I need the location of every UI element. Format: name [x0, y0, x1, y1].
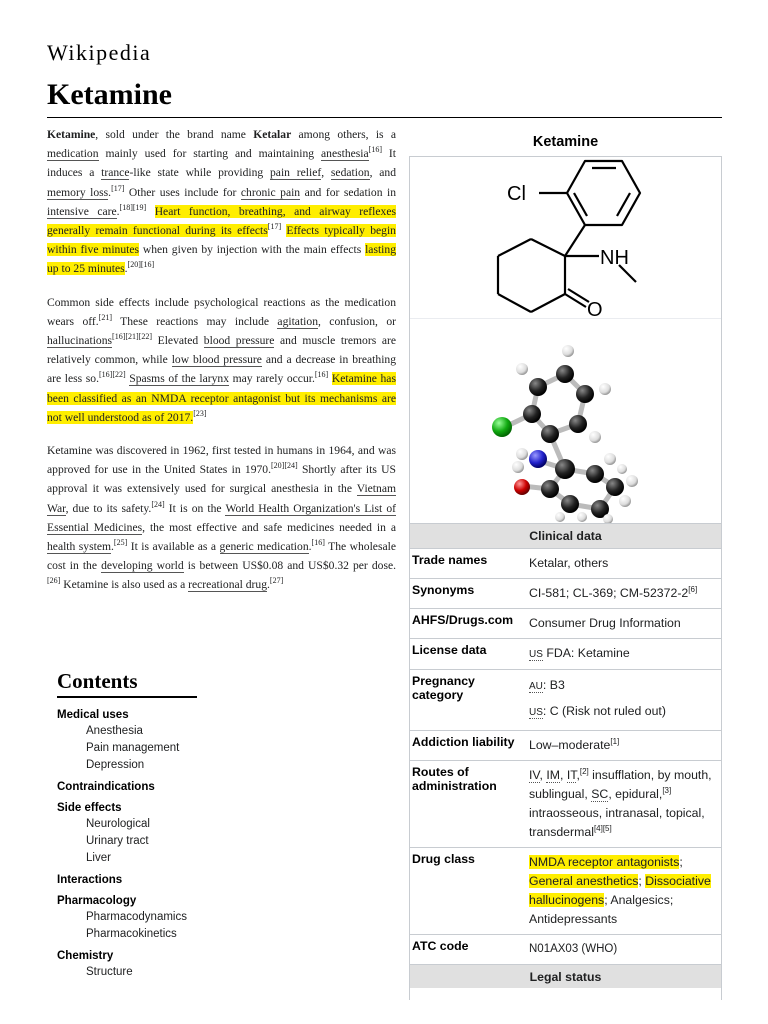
infobox-title: Ketamine [532, 134, 599, 150]
text: , [560, 768, 567, 782]
country-abbr[interactable]: AU [529, 681, 543, 692]
text: It induces a [47, 147, 397, 180]
pregnancy-au [529, 673, 715, 699]
infobox-row-license [410, 638, 721, 669]
oxygen-label: O [587, 299, 603, 318]
row-label: Drug class [412, 852, 475, 866]
text: ; [604, 893, 608, 907]
infobox-row-trade-names [410, 548, 721, 578]
link-low-blood-pressure[interactable]: low blood pressure [171, 353, 262, 367]
citation[interactable]: [16] [368, 145, 382, 155]
toc-subsection[interactable]: Depression [86, 758, 145, 771]
row-value: Ketalar, others [529, 556, 609, 570]
infobox-row-pregnancy [410, 669, 721, 730]
text: Other uses include for [124, 185, 241, 199]
toc-subsection[interactable]: Liver [86, 851, 111, 864]
text: , [321, 166, 331, 180]
drug-class-link[interactable]: Dissociative hallucinogens [529, 874, 711, 907]
citation[interactable]: [20][16] [127, 260, 155, 270]
infobox-row-drug-class [410, 847, 721, 934]
text: when given by injection with the main effects [139, 243, 366, 257]
text: , due to its safety. [65, 501, 152, 515]
highlighted-text: Heart function, breathing, and airway reflexes generally remain functional during its effects [47, 204, 396, 238]
row-label: License data [412, 643, 487, 657]
article-body [47, 125, 396, 609]
toc-section[interactable]: Medical uses [57, 708, 129, 721]
wikipedia-logo[interactable]: Wikipedia [47, 40, 152, 65]
citation[interactable]: [2] [579, 766, 589, 776]
text: It is on the [164, 501, 226, 515]
citation[interactable]: [21] [98, 312, 112, 322]
citation[interactable]: [16] [314, 370, 329, 380]
atc-link[interactable]: N01AX03 (WHO) [529, 943, 618, 955]
link-agitation[interactable]: agitation [277, 314, 318, 328]
citation[interactable]: [16][21][22] [112, 332, 153, 342]
citation[interactable]: [26] [47, 576, 61, 586]
citation[interactable]: [18][19] [119, 202, 147, 212]
link-laryngospasm[interactable]: Spasms of the larynx [129, 372, 230, 386]
text: and muscle tremors are relatively common, while [47, 334, 396, 367]
row-label: Addiction liability [412, 735, 515, 749]
route-abbr[interactable]: IT [566, 768, 577, 782]
toc-section[interactable]: Chemistry [57, 949, 114, 962]
toc-section[interactable]: Contraindications [57, 780, 155, 793]
highlighted-text: lasting up to 25 minutes [47, 243, 396, 276]
link-developing-world[interactable]: developing world [101, 559, 184, 573]
citation[interactable]: [23] [193, 408, 207, 418]
link-generic-medication[interactable]: generic medication [219, 540, 309, 554]
toc-subsection[interactable]: Urinary tract [86, 834, 149, 847]
text: , and [369, 166, 396, 180]
link-who-essential-medicines[interactable]: World Health Organization's List of Essential Medicines [47, 501, 396, 534]
drug-infobox [409, 124, 722, 1000]
toc-section[interactable]: Pharmacology [57, 894, 137, 907]
link-blood-pressure[interactable]: blood pressure [203, 334, 275, 348]
addiction-text: Low–moderate [529, 738, 611, 752]
drug-class-link[interactable]: General anesthetics [529, 874, 639, 888]
toc-subsection[interactable]: Neurological [86, 817, 150, 830]
bold-term: Ketalar [253, 128, 292, 141]
link-chronic-pain[interactable]: chronic pain [240, 185, 301, 199]
infobox-continuation [410, 988, 721, 1000]
row-label: Trade names [412, 553, 488, 567]
infobox-row-atc [410, 934, 721, 964]
link-trance[interactable]: trance [101, 166, 130, 180]
citation[interactable]: [6] [688, 584, 698, 594]
text: -like state while providing [129, 166, 270, 180]
citation[interactable]: [1] [610, 736, 620, 746]
link-anesthesia[interactable]: anesthesia [321, 147, 369, 161]
text: Elevated [152, 334, 204, 348]
text: Ketamine is also used as a [60, 578, 189, 592]
route-abbr[interactable]: IV [529, 768, 540, 782]
text: , the most effective and safe medicines needed in a [142, 520, 396, 534]
link-intensive-care[interactable]: intensive care [47, 204, 117, 218]
infobox-row-synonyms [410, 578, 721, 608]
row-value [519, 761, 721, 847]
citation[interactable]: [25] [113, 538, 128, 548]
text: Common side effects include psychological reactions as the medication wears off. [47, 295, 396, 328]
table-of-contents [57, 667, 357, 981]
row-label: Pregnancy category [412, 674, 475, 702]
text: intraosseous, intranasal, topical, transdermal [529, 806, 705, 839]
link-health-system[interactable]: health system [47, 540, 112, 554]
text: , confusion, or [318, 314, 396, 328]
citation[interactable]: [16][22] [99, 370, 126, 380]
infobox-row-addiction [410, 730, 721, 760]
text: , epidural, [608, 787, 663, 801]
infobox-body [409, 156, 722, 1000]
text: . [308, 540, 312, 554]
text: ; [638, 874, 642, 888]
citation[interactable]: [24] [151, 499, 165, 509]
citation[interactable]: [3] [662, 785, 672, 795]
infobox-row-ahfs [410, 608, 721, 638]
citation[interactable]: [17] [267, 222, 282, 232]
title-divider [47, 117, 722, 118]
row-value [519, 670, 721, 730]
toc-subsection[interactable]: Pharmacodynamics [86, 910, 187, 923]
country-abbr[interactable]: US [529, 707, 543, 718]
structural-formula-image[interactable] [410, 157, 721, 319]
bold-term: Ketamine [47, 128, 96, 141]
text: may rarely occur. [229, 372, 315, 386]
contents-heading: Contents [57, 669, 138, 693]
toc-subsection[interactable]: Anesthesia [86, 724, 143, 737]
clinical-data-header: Clinical data [410, 523, 721, 548]
route-abbr[interactable]: SC [591, 787, 609, 801]
ball-and-stick-svg [410, 319, 721, 523]
synonyms-text: CI-581; CL-369; CM-52372-2 [529, 586, 689, 600]
row-value [519, 731, 721, 760]
text: ; [679, 855, 683, 869]
ahfs-link[interactable]: Consumer Drug Information [529, 616, 681, 630]
ball-and-stick-model-image[interactable] [410, 319, 721, 523]
route-abbr[interactable]: IM [546, 768, 561, 782]
text: and for sedation in [300, 185, 396, 199]
highlighted-text: Ketamine has been classified as an NMDA receptor antagonist but its mechanisms are not well understood as of 2017. [47, 372, 396, 424]
text: , sold under the brand name [95, 128, 254, 141]
citation[interactable]: [27] [269, 576, 284, 586]
link-hallucinations[interactable]: hallucinations [47, 334, 113, 348]
pregnancy-us [529, 699, 715, 725]
citation[interactable]: [20][24] [271, 461, 298, 471]
row-value [519, 848, 721, 934]
toc-section[interactable]: Side effects [57, 801, 122, 814]
text: The wholesale cost in the [47, 540, 396, 573]
text: is between US$0.08 and US$0.32 per dose. [183, 559, 397, 573]
text: . [111, 540, 114, 554]
pregnancy-value: : B3 [542, 678, 565, 692]
citation[interactable]: [4][5] [593, 823, 612, 833]
toc-subsection[interactable]: Pain management [86, 741, 180, 754]
text: , [576, 768, 580, 782]
row-value [519, 579, 721, 608]
highlighted-text: Effects typically begin within five minutes [47, 224, 396, 257]
text: It is available as a [127, 540, 220, 554]
citation[interactable]: [16] [311, 538, 325, 548]
text: among others, is a [291, 128, 396, 141]
citation[interactable]: [17] [111, 183, 125, 193]
chlorine-label: Cl [507, 183, 526, 205]
row-label: ATC code [412, 939, 469, 953]
text: Analgesics; Antidepressants [529, 893, 674, 926]
license-link[interactable]: FDA: Ketamine [542, 646, 630, 660]
link-sedation[interactable]: sedation [330, 166, 370, 180]
row-value [519, 639, 721, 669]
drug-class-link[interactable]: NMDA receptor antagonists [529, 855, 680, 869]
link-medication[interactable]: medication [47, 147, 99, 161]
contents-divider [57, 696, 197, 698]
text: . [124, 262, 128, 276]
amine-label: NH [600, 247, 629, 269]
infobox-row-routes [410, 760, 721, 847]
legal-status-header: Legal status [410, 964, 721, 988]
country-abbr[interactable]: US [529, 649, 543, 660]
text: . [108, 185, 112, 199]
text: , [539, 768, 547, 782]
link-pain-relief[interactable]: pain relief [270, 166, 322, 180]
row-label: Synonyms [412, 583, 475, 597]
page-title: Ketamine [47, 78, 172, 111]
link-memory-loss[interactable]: memory loss [47, 185, 109, 199]
row-label: Routes of administration [412, 765, 497, 793]
text: . [267, 578, 270, 592]
text: insufflation, by mouth, sublingual, [529, 768, 712, 801]
lead-paragraph-1 [47, 125, 396, 279]
pregnancy-value: : C (Risk not ruled out) [542, 704, 666, 718]
text: and a decrease in breathing are less so. [47, 353, 397, 386]
toc-section[interactable]: Interactions [57, 873, 123, 886]
text: These reactions may include [111, 314, 278, 328]
link-recreational-drug[interactable]: recreational drug [188, 578, 268, 592]
toc-subsection[interactable]: Pharmacokinetics [86, 927, 177, 940]
text: . [116, 204, 120, 218]
lead-paragraph-3 [47, 441, 396, 595]
link-vietnam-war[interactable]: Vietnam War [47, 482, 396, 515]
text: mainly used for starting and maintaining [98, 147, 321, 161]
text: Shortly after its US approval it was extensively used for surgical anesthesia in the [47, 463, 396, 496]
toc-subsection[interactable]: Structure [86, 965, 133, 978]
lead-paragraph-2 [47, 293, 396, 427]
row-label: AHFS/Drugs.com [412, 613, 514, 627]
skeletal-formula-svg [410, 157, 721, 318]
text: Ketamine was discovered in 1962, first tested in humans in 1964, and was approved for use in the United States in 1970. [47, 444, 396, 477]
